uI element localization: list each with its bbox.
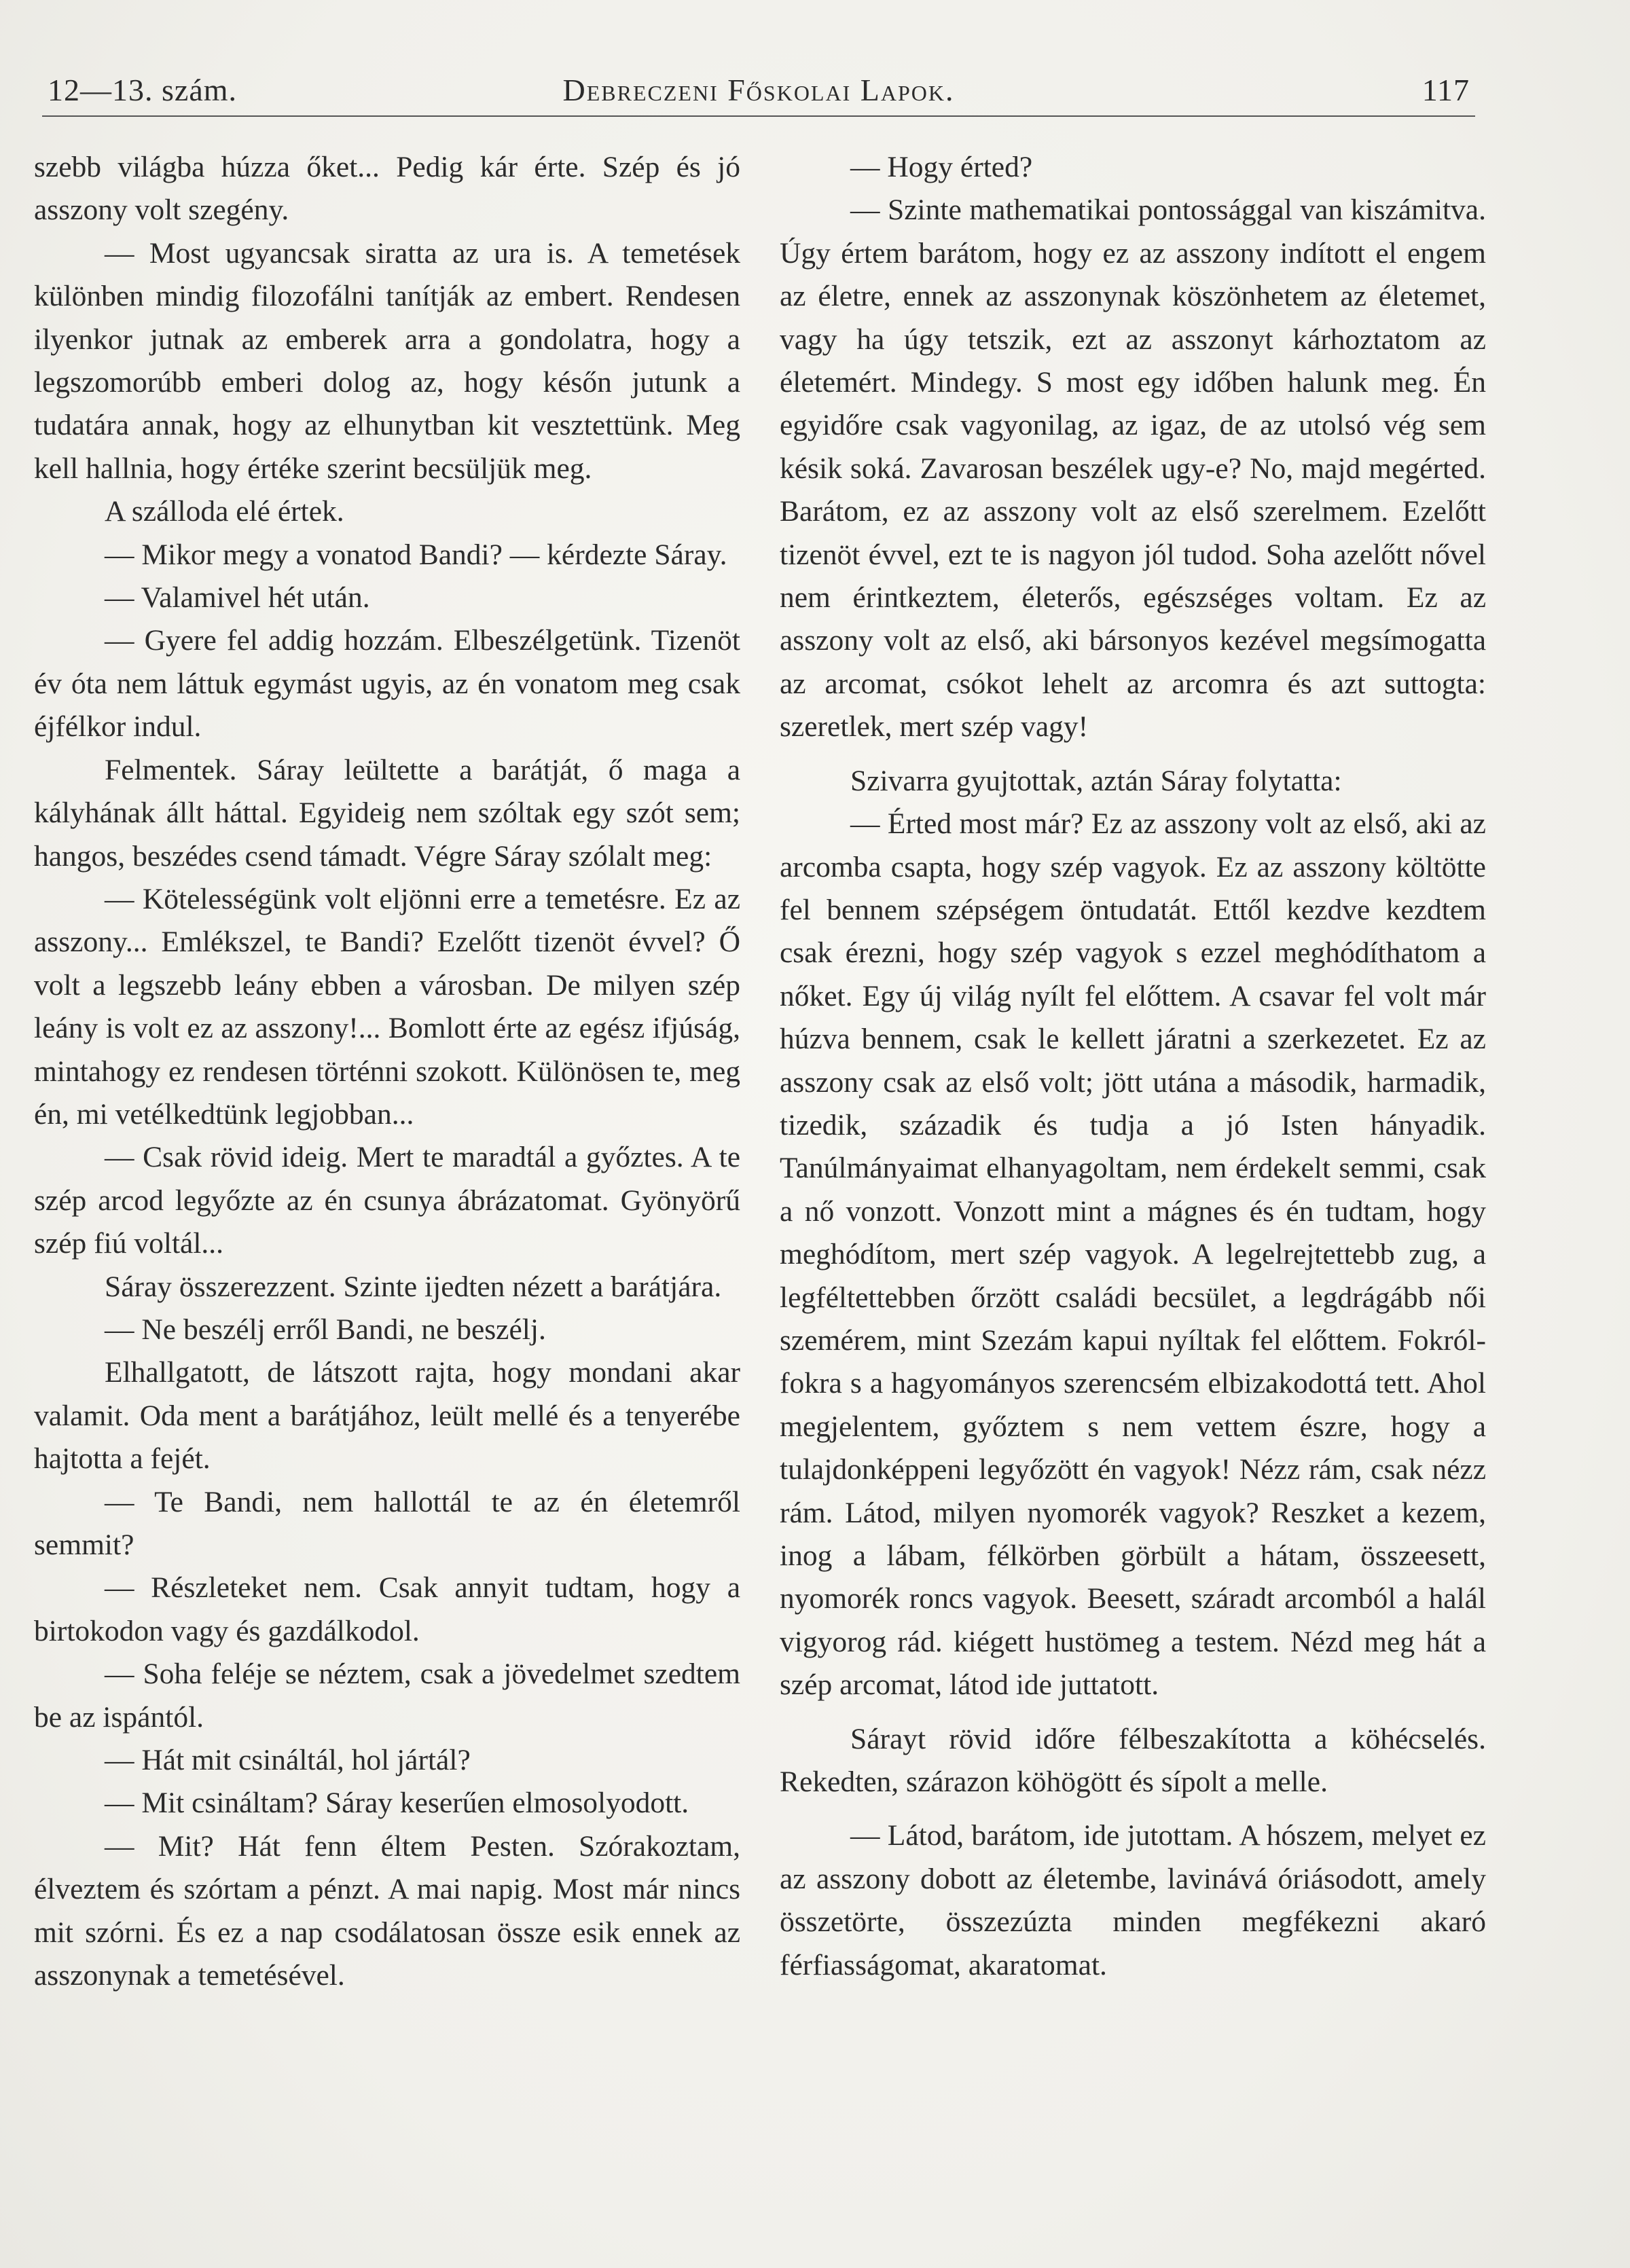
- paragraph: A szálloda elé értek.: [105, 495, 344, 528]
- paragraph: Sáray összerezzent. Szinte ijedten nézett a barátjára.: [105, 1270, 722, 1303]
- paragraph: — Szinte mathematikai pontossággal van kiszámitva. Úgy értem barátom, hogy ez az asszony indított el engem az életre, ennek az asszonynak köszönhetem az életemet, vagy ha úgy tetszik, ezt az asszonyt kárhoztatom az életemért. Mindegy. S most egy időben halunk meg. Én egyidőre csak vagyonilag, az igaz, de az utolsó vég sem késik soká. Zavarosan beszélek ugy-e? No, majd megérted. Barátom, ez az asszony volt az első szerelmem. Ezelőtt tizenöt évvel, ezt te is nagyon jól tudod. Soha azelőtt nővel nem érintkeztem, életerős, egészséges voltam. Ez az asszony volt az első, aki bársonyos kezével megsímogatta az arcomat, csókot lehelt az arcomra és azt suttogta: szeretlek, mert szép vagy!: [780, 194, 1486, 744]
- paragraph: — Most ugyancsak siratta az ura is. A temetések különben mindig filozofálni tanítják az embert. Rendesen ilyenkor jutnak az emberek arra a gondolatra, hogy a legszomorúbb emberi dolog az, hogy későn jutunk a tudatára annak, hogy az elhunytban kit vesztettünk. Meg kell hallnia, hogy értéke szerint becsüljük meg.: [34, 236, 740, 485]
- paragraph: — Valamivel hét után.: [105, 581, 370, 615]
- paragraph: — Mikor megy a vonatod Bandi? — kérdezte Sáray.: [105, 538, 727, 571]
- issue-number: 12—13. szám.: [48, 73, 238, 107]
- page-number: 117: [1421, 73, 1470, 107]
- paragraph: — Mit? Hát fenn éltem Pesten. Szórakoztam, élveztem és szórtam a pénzt. A mai napig. Most már nincs mit szórni. És ez a nap csodálatosan össze esik ennek az asszonynak a temetésével.: [34, 1829, 740, 1992]
- paragraph: — Kötelességünk volt eljönni erre a temetésre. Ez az asszony... Emlékszel, te Bandi? Ezelőtt tizenöt évvel? Ő volt a legszebb leány ebben a városban. De milyen szép leány is volt ez az asszony!... Bomlott érte az egész ifjúság, mintahogy ez rendesen történni szokott. Különösen te, meg én, mi vetélkedtünk legjobban...: [34, 882, 740, 1131]
- paragraph: — Hát mit csináltál, hol jártál?: [105, 1744, 471, 1777]
- left-column: [34, 146, 740, 1997]
- paragraph: — Hogy érted?: [850, 151, 1033, 183]
- paragraph: — Te Bandi, nem hallottál te az én életemről semmit?: [34, 1485, 740, 1561]
- paragraph: Felmentek. Sáray leültette a barátját, ő maga a kályhának állt háttal. Egyideig nem szóltak egy szót sem; hangos, beszédes csend támadt. Végre Sáray szólalt meg:: [34, 753, 740, 873]
- paragraph: — Csak rövid ideig. Mert te maradtál a győztes. A te szép arcod legyőzte az én csunya ábrázatomat. Gyönyörű szép fiú voltál...: [34, 1141, 740, 1260]
- paragraph: Elhallgatott, de látszott rajta, hogy mondani akar valamit. Oda ment a barátjához, leült mellé és a tenyerébe hajtotta a fejét.: [34, 1356, 740, 1476]
- paragraph: — Részleteket nem. Csak annyit tudtam, hogy a birtokodon vagy és gazdálkodol.: [34, 1571, 740, 1647]
- paragraph: Szivarra gyujtottak, aztán Sáray folytatta:: [850, 764, 1342, 797]
- paragraph: szebb világba húzza őket... Pedig kár érte. Szép és jó asszony volt szegény.: [34, 151, 740, 227]
- journal-title: Debreczeni Főskolai Lapok.: [562, 73, 955, 107]
- paragraph: — Mit csináltam? Sáray keserűen elmosolyodott.: [105, 1787, 689, 1820]
- paragraph: Sárayt rövid időre félbeszakította a köhécselés. Rekedten, szárazon köhögött és sípolt a melle.: [780, 1722, 1486, 1799]
- page-header: [42, 68, 1475, 117]
- paragraph: — Soha feléje se néztem, csak a jövedelmet szedtem be az ispántól.: [34, 1658, 740, 1734]
- paragraph: — Gyere fel addig hozzám. Elbeszélgetünk. Tizenöt év óta nem láttuk egymást ugyis, az én vonatom meg csak éjfélkor indul.: [34, 624, 740, 744]
- paragraph: — Érted most már? Ez az asszony volt az első, aki az arcomba csapta, hogy szép vagyok. Ez az asszony költötte fel bennem szépségem öntudatát. Ettől kezdve kezdtem csak érezni, hogy szép vagyok s ezzel meghódíthatom a nőket. Egy új világ nyílt fel előttem. A csavar fel volt már húzva bennem, csak le kellett járatni a szerkezetet. Ez az asszony csak az első volt; jött utána a második, harmadik, tizedik, századik és tudja a jó Isten hányadik. Tanúlmányaimat elhanyagoltam, nem érdekelt semmi, csak a nő vonzott. Vonzott mint a mágnes és én tudtam, hogy meghódítom, mert szép vagyok. A legelrejtettebb zug, a legféltettebben őrzött családi becsület, a legdrágább női szemérem, mint Szezám kapui nyíltak fel előttem. Fokról-fokra s a hagyományos szerencsém elbizakodottá tett. Ahol megjelentem, győztem s nem vettem észre, hogy a tulajdonképpeni legyőzött én vagyok! Nézz rám, csak nézz rám. Látod, milyen nyomorék vagyok? Reszket a kezem, inog a lábam, félkörben görbült a hátam, összeesett, nyomorék roncs vagyok. Beesett, száradt arcomból a halál vigyorog rád. kiégett hustömeg a testem. Nézd meg hát a szép arcomat, látod ide juttatott.: [780, 807, 1486, 1702]
- right-column: [780, 146, 1486, 1987]
- paragraph: — Ne beszélj erről Bandi, ne beszélj.: [105, 1313, 546, 1346]
- paragraph: — Látod, barátom, ide jutottam. A hószem, melyet ez az asszony dobott az életembe, lavinává óriásodott, amely összetörte, összezúzta minden megfékezni akaró férfiasságomat, akaratomat.: [780, 1819, 1486, 1981]
